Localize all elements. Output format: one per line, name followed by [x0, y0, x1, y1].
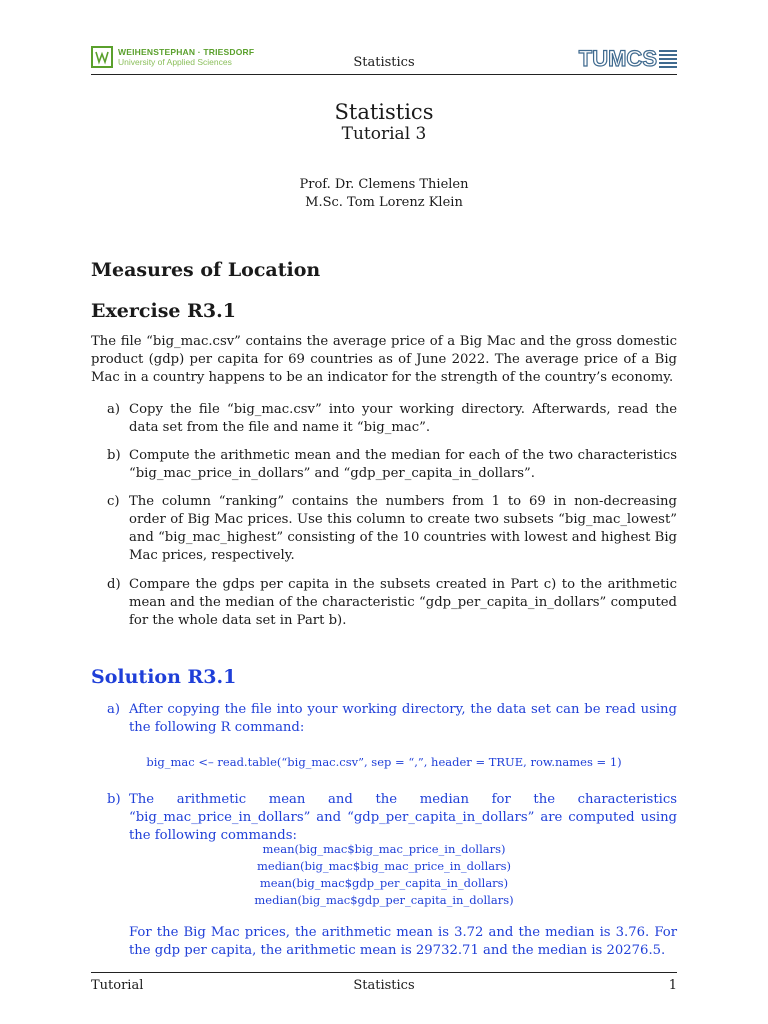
item-text: Copy the file “big_mac.csv” into your working directory. Afterwards, read the data set from the file and name it “big_mac”.	[129, 402, 677, 435]
logo-line-1: WEIHENSTEPHAN · TRIESDORF	[118, 47, 255, 57]
author-2: M.Sc. Tom Lorenz Klein	[305, 195, 463, 210]
item-label: c)	[107, 494, 120, 509]
item-label: b)	[107, 792, 121, 807]
item-text: After copying the file into your working directory, the data set can be read using the following R command:	[129, 702, 677, 735]
footer-rule	[91, 972, 677, 973]
page-header	[91, 44, 677, 74]
result-text: For the Big Mac prices, the arithmetic mean is 3.72 and the median is 3.76. For the gdp per capita, the arithmetic mean is 29732.71 and the median is 20276.5.	[129, 925, 677, 958]
item-label: a)	[107, 702, 121, 717]
header-rule	[91, 74, 677, 75]
exercise-heading: Exercise R3.1	[91, 300, 236, 322]
code-line-3: mean(big_mac$gdp_per_capita_in_dollars)	[259, 876, 509, 890]
item-label: d)	[107, 577, 121, 592]
tumcs-logo-text: TUMCS	[578, 46, 657, 71]
item-text: Compute the arithmetic mean and the median for each of the two characteristics “big_mac_price_in_dollars” and “gdp_per_capita_in_dollars”.	[129, 448, 677, 481]
exercise-intro: The file “big_mac.csv” contains the average price of a Big Mac and the gross domestic product (gdp) per capita for 69 countries as of June 2022. The average price of a Big Mac in a country happens to be an indicator for the strength of the country’s economy.	[91, 334, 677, 385]
item-text: The arithmetic mean and the median for the characteristics “big_mac_price_in_dollars” and “gdp_per_capita_in_dollars” are computed using the following commands:	[129, 792, 677, 843]
document-subtitle: Tutorial 3	[341, 124, 427, 144]
document-title: Statistics	[334, 100, 434, 124]
item-text: Compare the gdps per capita in the subsets created in Part c) to the arithmetic mean and the median of the characteristic “gdp_per_capita_in_dollars” computed for the whole data set in Part b).	[129, 577, 677, 628]
code-line-1: mean(big_mac$big_mac_price_in_dollars)	[262, 842, 506, 856]
code-line-2: median(big_mac$big_mac_price_in_dollars)	[256, 859, 512, 873]
author-1: Prof. Dr. Clemens Thielen	[299, 177, 469, 192]
logo-line-2: University of Applied Sciences	[118, 57, 232, 67]
header-title: Statistics	[353, 55, 415, 70]
footer-center: Statistics	[353, 978, 415, 993]
tumcs-stripes-icon	[659, 50, 677, 68]
code-line-4: median(big_mac$gdp_per_capita_in_dollars)	[254, 893, 514, 907]
item-text: The column “ranking” contains the numbers from 1 to 69 in non-decreasing order of Big Mac prices. Use this column to create two subsets “big_mac_lowest” and “big_mac_highest” consisting of the 10 countries with lowest and highest Big Mac prices, respectively.	[129, 494, 677, 563]
tumcs-logo	[579, 46, 677, 72]
item-label: b)	[107, 448, 121, 463]
solution-heading: Solution R3.1	[91, 666, 237, 688]
page-number: 1	[668, 978, 677, 993]
item-label: a)	[107, 402, 121, 417]
code-read-table: big_mac <– read.table(“big_mac.csv”, sep = “,”, header = TRUE, row.names = 1)	[146, 755, 622, 769]
footer-left: Tutorial	[91, 978, 144, 993]
section-heading: Measures of Location	[91, 259, 321, 281]
